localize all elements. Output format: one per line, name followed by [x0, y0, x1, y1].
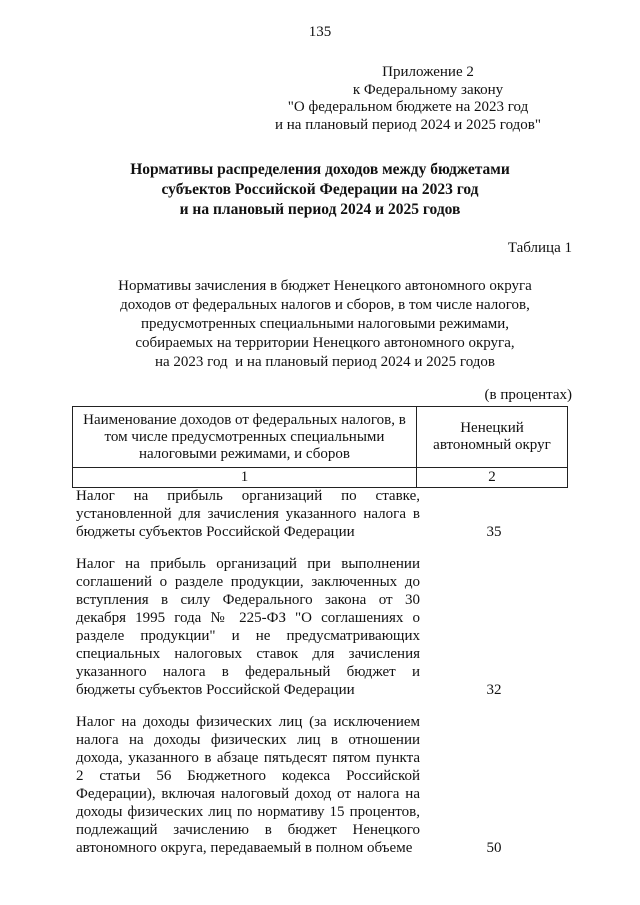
income-name: Налог на доходы физических лиц (за исключением налога на доходы физических лиц в отношении дохода, указанного в абзаце пятьдесят пятом пункта 2 статьи 56 Бюджетного кодекса Российской Федерации), включая налоговый доход от налога на доходы физических лиц по нормативу 15 процентов, подлежащий зачислению в бюджет Ненецкого автономного округа, передаваемый в полном объеме [76, 714, 420, 856]
table-title-line-3: предусмотренных специальными налоговыми режимами, [140, 316, 510, 332]
table-body [76, 487, 568, 871]
rate-value: 35 [486, 524, 502, 540]
table-row [76, 555, 568, 699]
appendix-line-3: "О федеральном бюджете на 2023 год [287, 99, 529, 115]
table-row [76, 487, 568, 541]
column-header-region: Ненецкий автономный округ [416, 407, 567, 468]
column-number-1: 1 [73, 468, 417, 488]
table-title-line-2: доходов от федеральных налогов и сборов, в том числе налогов, [120, 297, 530, 313]
document-title [70, 160, 570, 220]
appendix-line-2: к Федеральному закону [352, 81, 504, 98]
title-line-1: Нормативы распределения доходов между бюджетами [130, 161, 510, 178]
table-title [70, 277, 580, 372]
title-line-2: субъектов Российской Федерации на 2023 год [161, 181, 479, 198]
page-number: 135 [308, 24, 332, 40]
rate-value: 50 [486, 840, 502, 856]
rate-value: 32 [486, 682, 502, 698]
appendix-line-1: Приложение 2 [382, 64, 474, 80]
title-line-3: и на плановый период 2024 и 2025 годов [179, 201, 461, 218]
table-row [76, 713, 568, 857]
income-name: Налог на прибыль организаций по ставке, установленной для зачисления указанного налога в бюджеты субъектов Российской Федерации [76, 488, 420, 540]
table-title-line-1: Нормативы зачисления в бюджет Ненецкого автономного округа [118, 278, 532, 294]
appendix-reference [248, 64, 568, 134]
income-name: Налог на прибыль организаций при выполнении соглашений о разделе продукции, заключенных до вступления в силу Федерального закона от 30 декабря 1995 года № 225-ФЗ "О соглашениях о разделе продукции" и не предусматривающих специальных налоговых ставок для зачисления указанного налога в федеральный бюджет и бюджеты субъектов Российской Федерации [76, 556, 420, 698]
appendix-line-4: и на плановый период 2024 и 2025 годов" [275, 116, 541, 133]
table-label: Таблица 1 [507, 240, 572, 256]
column-number-2: 2 [416, 468, 567, 488]
table-title-line-4: собираемых на территории Ненецкого автономного округа, [135, 335, 515, 351]
column-header-income-name: Наименование доходов от федеральных налогов, в том числе предусмотренных специальными налоговыми режимами, и сборов [73, 407, 417, 468]
table-header [72, 406, 568, 488]
unit-label: (в процентах) [484, 387, 572, 403]
table-title-line-5: на 2023 год и на плановый период 2024 и 2025 годов [154, 354, 495, 370]
